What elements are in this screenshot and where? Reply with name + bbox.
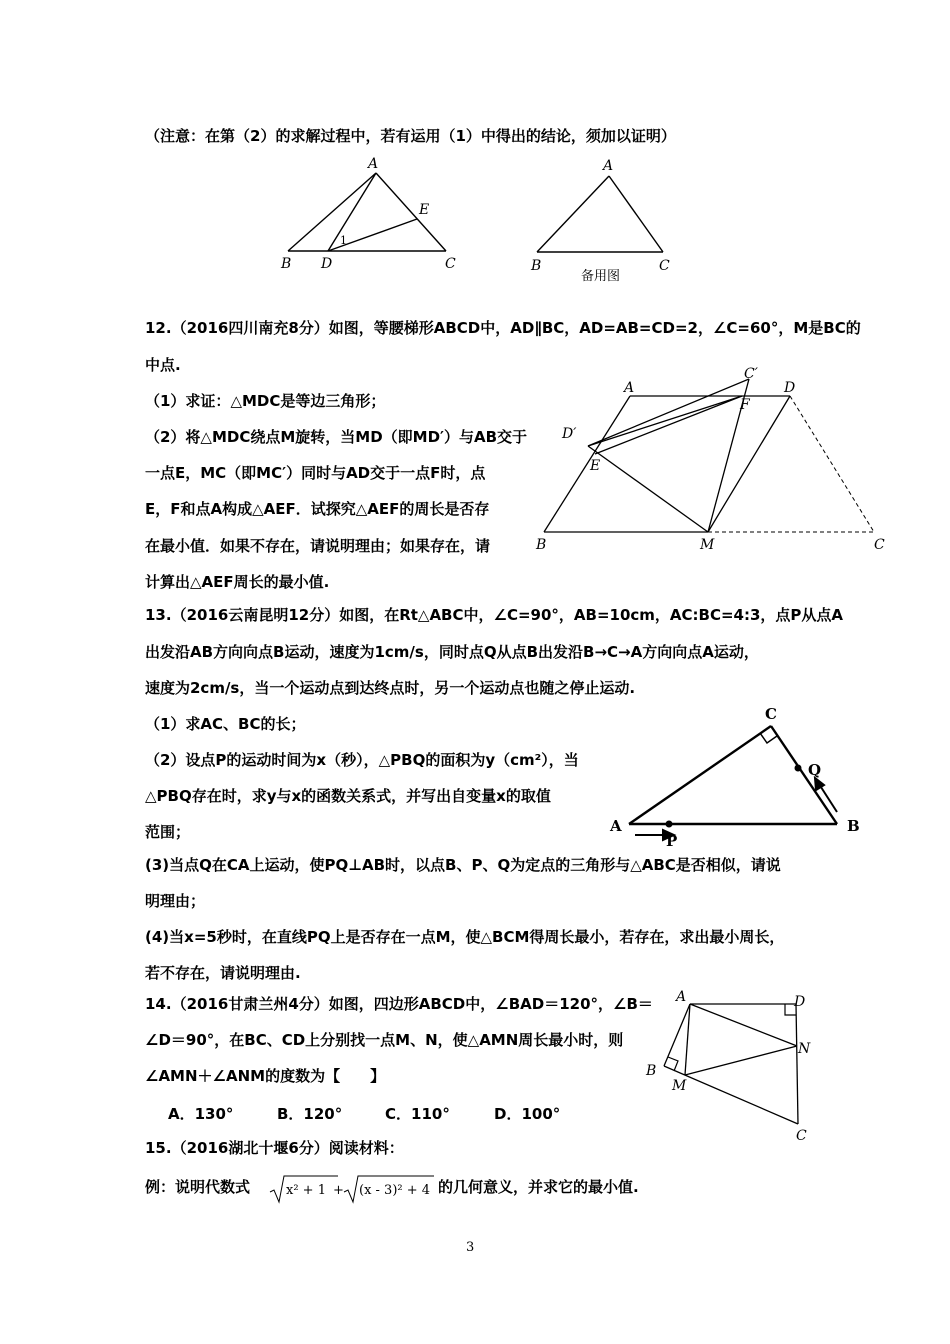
spare-label-B: B	[531, 258, 542, 274]
q14-option-d: D．100°	[494, 1105, 561, 1123]
spare-caption: 备用图	[581, 269, 621, 284]
fig12-label-F: F	[740, 397, 750, 413]
fig14-label-B: B	[646, 1063, 657, 1079]
q13-part2-c: 范围；	[145, 823, 191, 841]
fig13-label-B: B	[847, 817, 860, 835]
q13-part1: （1）求AC、BC的长；	[145, 715, 306, 733]
fig13-label-P: P	[666, 832, 678, 850]
point-P	[666, 821, 673, 828]
q13-line2: 出发沿AB方向向点B运动，速度为1cm/s，同时点Q从点B出发沿B→C→A方向向点A运动，	[145, 643, 759, 661]
figure-11-main	[278, 152, 468, 277]
fig11-label-1: 1	[340, 234, 347, 247]
figure-11-spare	[525, 152, 685, 287]
q12-part2-a: （2）将△MDC绕点M旋转，当MD（即MD′）与AB交于	[145, 428, 528, 446]
q12-part1: （1）求证：△MDC是等边三角形；	[145, 392, 386, 410]
fig11-label-D: D	[321, 256, 333, 272]
point-Q	[795, 765, 802, 772]
fig12-label-C: C	[874, 537, 885, 553]
fig12-label-B: B	[536, 537, 547, 553]
q13-part4-a: (4)当x=5秒时，在直线PQ上是否存在一点M，使△BCM得周长最小，若存在，求出最小周长，	[145, 928, 785, 946]
q15-example-prefix: 例：说明代数式	[145, 1178, 251, 1196]
fig14-label-C: C	[796, 1128, 807, 1144]
q14-option-c: C．110°	[385, 1105, 450, 1123]
q14-line2: ∠D＝90°，在BC、CD上分别找一点M、N，使△AMN周长最小时，则	[145, 1031, 624, 1049]
fig12-label-D: D	[784, 380, 796, 396]
expr-term-2: (x - 3)² + 4	[359, 1183, 431, 1198]
q12-part2-e: 计算出△AEF周长的最小值.	[145, 573, 330, 591]
fig12-label-A: A	[624, 380, 635, 396]
q14-option-b: B．120°	[277, 1105, 343, 1123]
figure-12	[532, 362, 894, 557]
fig12-label-E: E	[590, 458, 601, 474]
fig11-label-E: E	[419, 202, 430, 218]
q13-part3-b: 明理由；	[145, 892, 206, 910]
q13-part3-a: (3)当点Q在CA上运动，使PQ⊥AB时，以点B、P、Q为定点的三角形与△ABC是否相似，请说	[145, 856, 781, 874]
fig14-label-D: D	[794, 994, 806, 1010]
fig13-label-A: A	[610, 817, 622, 835]
fig11-label-B: B	[281, 256, 292, 272]
spare-label-C: C	[659, 258, 670, 274]
q12-line2: 中点.	[145, 356, 181, 374]
fig11-label-C: C	[445, 256, 456, 272]
q15-line1: 15.（2016湖北十堰6分）阅读材料：	[145, 1139, 404, 1157]
q13-line3: 速度为2cm/s，当一个运动点到达终点时，另一个运动点也随之停止运动.	[145, 679, 636, 697]
fig12-label-M: M	[700, 537, 715, 553]
figure-13	[605, 704, 870, 852]
q14-line1: 14.（2016甘肃兰州4分）如图，四边形ABCD中，∠BAD＝120°，∠B＝	[145, 995, 653, 1013]
q13-part2-b: △PBQ存在时，求y与x的函数关系式，并写出自变量x的取值	[145, 787, 551, 805]
fig13-label-Q: Q	[808, 761, 822, 779]
q12-part2-c: E，F和点A构成△AEF．试探究△AEF的周长是否存	[145, 500, 490, 518]
fig14-label-M: M	[672, 1078, 687, 1094]
fig13-label-C: C	[765, 705, 777, 723]
figure-14	[640, 986, 820, 1146]
q12-part2-b: 一点E，MC（即MC′）同时与AD交于一点F时，点	[145, 464, 486, 482]
q15-example-suffix: 的几何意义，并求它的最小值.	[438, 1178, 639, 1196]
fig12-label-Cprime: C′	[744, 366, 758, 382]
expr-plus: +	[333, 1183, 344, 1198]
q13-part2-a: （2）设点P的运动时间为x（秒），△PBQ的面积为y（cm²），当	[145, 751, 579, 769]
page-number: 3	[466, 1240, 475, 1255]
q14-line3: ∠AMN＋∠ANM的度数为【 】	[145, 1067, 386, 1085]
q14-option-a: A．130°	[168, 1105, 234, 1123]
q12-part2-d: 在最小值．如果不存在，请说明理由；如果存在，请	[145, 537, 491, 555]
fig14-label-N: N	[798, 1041, 811, 1057]
fig14-label-A: A	[676, 989, 687, 1005]
expr-term-1: x² + 1	[286, 1183, 326, 1198]
spare-label-A: A	[603, 158, 614, 174]
fig12-label-Dprime: D′	[562, 426, 577, 442]
q13-part4-b: 若不存在，请说明理由.	[145, 964, 301, 982]
q13-line1: 13.（2016云南昆明12分）如图，在Rt△ABC中，∠C=90°，AB=10cm，AC:BC=4:3，点P从点A	[145, 606, 844, 624]
q12-line1: 12.（2016四川南充8分）如图，等腰梯形ABCD中，AD∥BC，AD=AB=CD=2，∠C=60°，M是BC的	[145, 319, 861, 337]
fig11-label-A: A	[368, 156, 379, 172]
q15-expression	[268, 1170, 438, 1206]
note-text: （注意：在第（2）的求解过程中，若有运用（1）中得出的结论，须加以证明）	[145, 127, 676, 145]
